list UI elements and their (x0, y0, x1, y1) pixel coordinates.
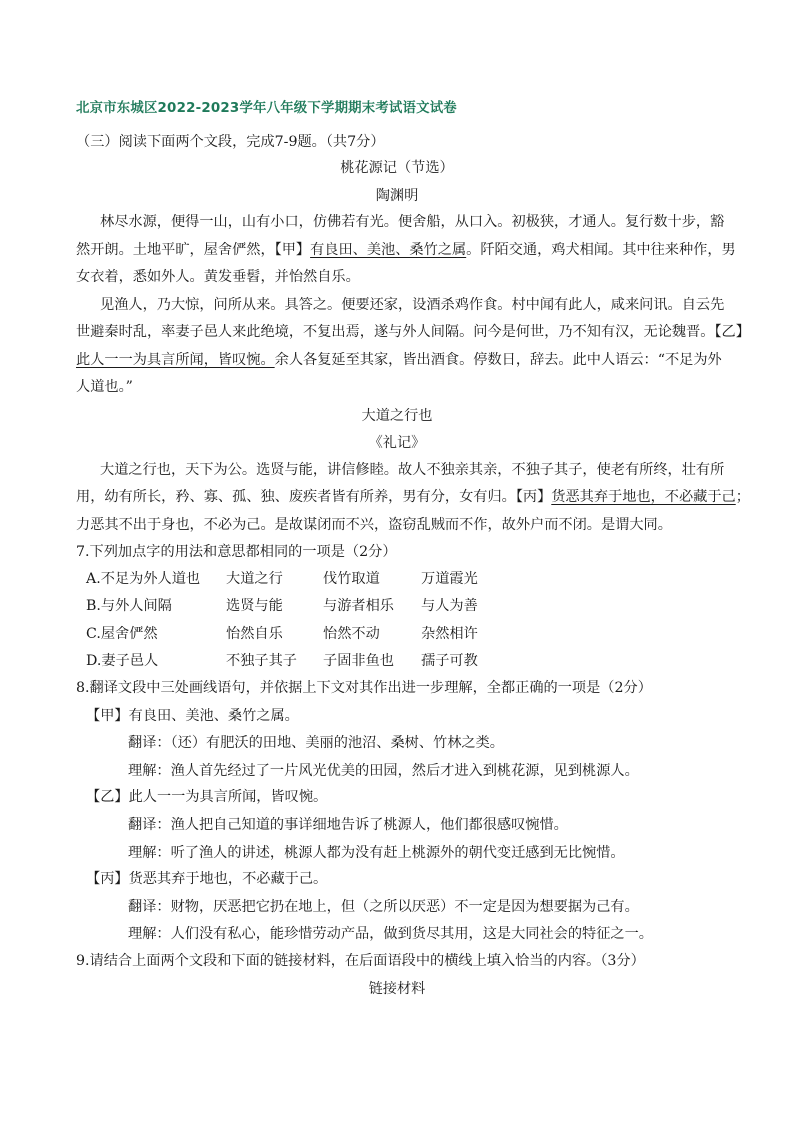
q8-yi: 【乙】此人一一为具言所闻，皆叹惋。 (86, 789, 328, 805)
q7-option-d-c2: 子固非鱼也 (323, 653, 394, 669)
section-intro: （三）阅读下面两个文段，完成7-9题。（共7分） (76, 134, 385, 150)
q7-option-b-c2: 与游者相乐 (323, 598, 394, 614)
text1-title: 桃花源记（节选） (340, 160, 454, 176)
text1-p2-line2: 世避秦时乱，率妻子邑人来此绝境，不复出焉，遂与外人间隔。问今是何世，乃不知有汉，无论魏晋。【乙】 (76, 324, 750, 340)
q7-option-a-c1: 大道之行 (226, 571, 283, 587)
text1-p2-line4: 人道也。” (76, 379, 133, 395)
q7-option-c-c1: 怡然自乐 (226, 626, 283, 642)
text2-title: 大道之行也 (361, 408, 433, 424)
q8-stem: 8.翻译文段中三处画线语句，并依据上下文对其作出进一步理解，全都正确的一项是（2分） (76, 680, 652, 696)
text1-p2-line3 (76, 350, 722, 370)
text2-line2-a: 用，幼有所长，矜、寡、孤、独、废疾者皆有所养，男有分，女有归。【丙】 (76, 489, 552, 505)
text2-line1: 大道之行也，天下为公。选贤与能，讲信修睦。故人不独亲其亲，不独子其子，使老有所终，壮有所 (100, 462, 725, 478)
doc-title: 北京市东城区2022-2023学年八年级下学期期末考试语文试卷 (76, 101, 457, 116)
q7-option-b-c3: 与人为善 (421, 598, 478, 614)
q7-option-d-c1: 不独子其子 (226, 653, 297, 669)
text1-p1-line2-a: 然开朗。土地平旷，屋舍俨然，【甲】 (76, 242, 311, 258)
text2-line2 (76, 487, 750, 507)
text2-source: 《礼记》 (368, 435, 426, 451)
q8-jia: 【甲】有良田、美池、桑竹之属。 (86, 708, 299, 724)
text2-line2-b: ； (735, 489, 750, 505)
q7-option-b-main: B.与外人间隔 (86, 598, 172, 614)
q7-option-a-main: A.不足为外人道也 (86, 571, 201, 587)
q7-option-a-c3: 万道霞光 (421, 571, 478, 587)
q8-yi-translation: 翻译：渔人把自己知道的事详细地告诉了桃源人，他们都很感叹惋惜。 (128, 817, 568, 833)
q7-option-d-main: D.妻子邑人 (86, 653, 159, 669)
text2-line3: 力恶其不出于身也，不必为己。是故谋闭而不兴，盗窃乱贼而不作，故外户而不闭。是谓大同。 (76, 517, 672, 533)
q8-yi-understanding: 理解：听了渔人的讲述，桃源人都为没有赶上桃源外的朝代变迁感到无比惋惜。 (128, 845, 625, 861)
q7-option-c-c2: 怡然不动 (323, 626, 380, 642)
underlined-jia: 有良田、美池、桑竹之属 (310, 242, 467, 258)
text1-p2-line1: 见渔人，乃大惊，问所从来。具答之。便要还家，设酒杀鸡作食。村中闻有此人，咸来问讯。自云先 (100, 297, 725, 313)
text1-p2-line3-b: 余人各复延至其家，皆出酒食。停数日，辞去。此中人语云：“不足为外 (274, 352, 722, 368)
q8-bing-understanding: 理解：人们没有私心，能珍惜劳动产品，做到货尽其用，这是大同社会的特征之一。 (128, 926, 653, 942)
q9-material-title: 链接材料 (368, 981, 426, 997)
q8-jia-understanding: 理解：渔人首先经过了一片风光优美的田园，然后才进入到桃花源，见到桃源人。 (128, 763, 639, 779)
underlined-yi: 此人一一为具言所闻，皆叹惋。 (76, 352, 275, 368)
underlined-bing: 货恶其弃于地也，不必藏于己 (551, 489, 736, 505)
q7-stem: 7.下列加点字的用法和意思都相同的一项是（2分） (76, 544, 397, 560)
q7-option-b-c1: 选贤与能 (226, 598, 283, 614)
text1-p1-line3: 女衣着，悉如外人。黄发垂髫，并怡然自乐。 (76, 269, 360, 285)
q8-jia-translation: 翻译：（还）有肥沃的田地、美丽的池沼、桑树、竹林之类。 (128, 735, 504, 751)
text1-p1-line2-b: 。阡陌交通，鸡犬相闻。其中往来种作，男 (466, 242, 736, 258)
text1-p1-line1: 林尽水源，便得一山，山有小口，仿佛若有光。便舍船，从口入。初极狭，才通人。复行数十步，豁 (100, 214, 725, 230)
text1-p1-line2 (76, 240, 736, 260)
q8-bing: 【丙】货恶其弃于地也，不必藏于己。 (86, 871, 328, 887)
q7-option-d-c3: 孺子可教 (421, 653, 478, 669)
q9-stem: 9.请结合上面两个文段和下面的链接材料，在后面语段中的横线上填入恰当的内容。（3分） (76, 953, 645, 969)
q8-bing-translation: 翻译：财物，厌恶把它扔在地上，但（之所以厌恶）不一定是因为想要据为己有。 (128, 899, 639, 915)
q7-option-a-c2: 伐竹取道 (323, 571, 380, 587)
q7-option-c-c3: 杂然相许 (421, 626, 478, 642)
text1-author: 陶渊明 (375, 188, 419, 204)
q7-option-c-main: C.屋舍俨然 (86, 626, 158, 642)
